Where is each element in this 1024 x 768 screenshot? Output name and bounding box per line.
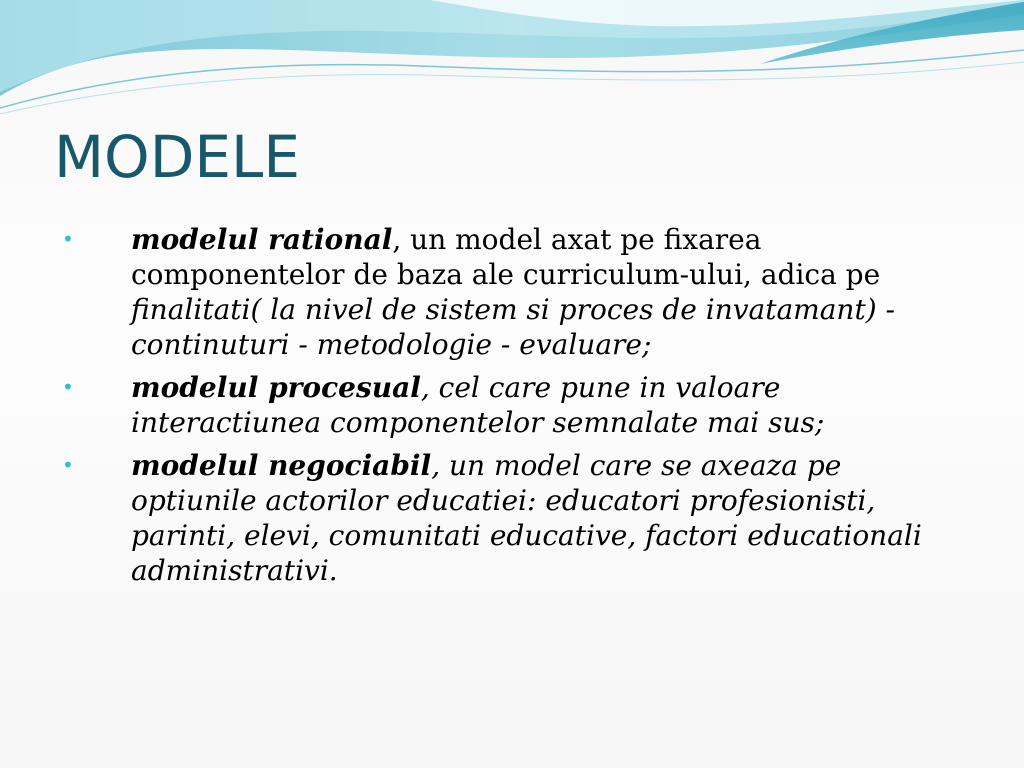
model-description-italic: finalitati( la nivel de sistem si proces de invatamant) - continuturi - metodologie - evaluare;	[131, 293, 895, 361]
model-description-italic: , cel care pune in valoare interactiunea componentelor semnalate mai sus;	[131, 371, 825, 439]
bullet-dot-icon: •	[62, 375, 74, 399]
list-item	[60, 448, 960, 588]
model-term: modelul negociabil	[131, 449, 432, 482]
bullet-dot-icon: •	[62, 227, 74, 251]
slide-title: MODELE	[54, 123, 300, 191]
bullet-dot-icon: •	[62, 453, 74, 477]
model-description: , un model axat pe fixarea componentelor de baza ale curriculum-ului, adica pe	[131, 223, 881, 291]
model-term: modelul rational	[131, 223, 393, 256]
list-item	[60, 222, 960, 362]
model-term: modelul procesual	[131, 371, 421, 404]
header-wave-decoration	[0, 0, 1024, 130]
bullet-list	[60, 222, 960, 596]
model-description-italic: , un model care se axeaza pe optiunile actorilor educatiei: educatori profesionisti, parinti, elevi, comunitati educative, factori educationali administrativi.	[131, 449, 922, 587]
list-item	[60, 370, 960, 440]
